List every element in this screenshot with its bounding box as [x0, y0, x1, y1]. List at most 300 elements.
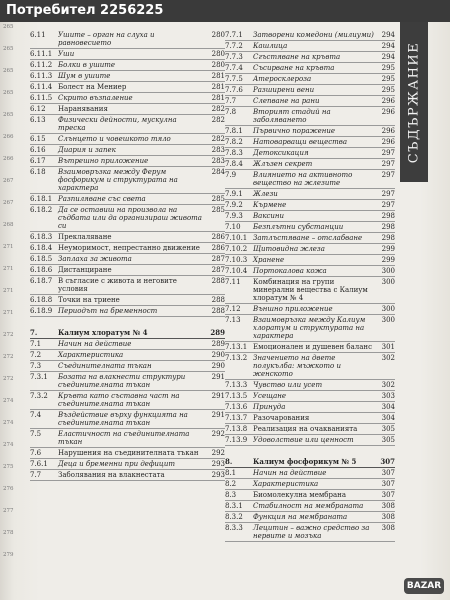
toc-title: Слънцето и човешкото тяло: [58, 135, 171, 143]
toc-page: 298: [381, 234, 395, 242]
toc-row: [30, 205, 225, 232]
toc-num: 7.8.1: [225, 127, 243, 135]
toc-num: 7.3.2: [30, 392, 48, 400]
toc-num: 7.3.1: [30, 373, 48, 381]
toc-title: Портокалова кожа: [253, 267, 327, 275]
toc-row: [30, 459, 225, 470]
toc-title: Чувство или усет: [253, 381, 323, 389]
toc-num: 7.7.5: [225, 75, 243, 83]
toc-row: [30, 71, 225, 82]
toc-num: 7.10: [225, 223, 241, 231]
toc-num: 8.3: [225, 491, 237, 499]
toc-page: 300: [381, 278, 395, 286]
toc-page: 282: [211, 135, 225, 143]
toc-num: 6.11: [30, 31, 46, 39]
bleed-number: 267: [3, 178, 14, 184]
toc-row: [30, 470, 225, 481]
bleed-number: 265: [3, 24, 14, 30]
bleed-number: 267: [3, 200, 14, 206]
toc-page: 295: [381, 64, 395, 72]
toc-title: Разширени вени: [253, 86, 315, 94]
toc-page: 288: [211, 277, 225, 285]
bleed-number: 272: [3, 354, 14, 360]
toc-page: 299: [381, 245, 395, 253]
toc-page: 291: [211, 392, 225, 400]
toc-page: 283: [211, 157, 225, 165]
toc-page: 305: [381, 436, 395, 444]
toc-title: Значението на двете полукълба: мъжкото и женското: [253, 354, 341, 378]
toc-row: [225, 304, 395, 315]
toc-page: 307: [380, 457, 395, 466]
toc-num: 7.9.3: [225, 212, 243, 220]
toc-title: Бозата на влакнести структури съединителната тъкан: [58, 373, 186, 389]
toc-row: [30, 410, 225, 429]
toc-row: [225, 200, 395, 211]
bleed-number: 272: [3, 376, 14, 382]
toc-page: 297: [381, 160, 395, 168]
toc-title: Дистанциране: [58, 266, 112, 274]
toc-row: [225, 468, 395, 479]
toc-page: 308: [381, 502, 395, 510]
toc-row: [30, 372, 225, 391]
toc-num: 8.: [225, 457, 233, 466]
toc-row: [30, 115, 225, 134]
toc-title: Принуда: [253, 403, 286, 411]
watermark-logo-text: BAZAR: [406, 581, 442, 591]
toc-page: 296: [381, 138, 395, 146]
bleed-number: 278: [3, 530, 14, 536]
toc-page: 290: [211, 351, 225, 359]
toc-row: [30, 448, 225, 459]
toc-row: [225, 413, 395, 424]
bleed-number: 266: [3, 134, 14, 140]
toc-page: 296: [381, 127, 395, 135]
toc-num: 6.12: [30, 105, 46, 113]
toc-num: 6.18.4: [30, 244, 53, 252]
toc-title: Взаимовръзка между Ферум фосфорикум и структурата на характера: [58, 168, 178, 192]
toc-num: 6.18.6: [30, 266, 53, 274]
toc-page: 300: [381, 316, 395, 324]
toc-num: 6.11.1: [30, 50, 53, 58]
toc-title: Затлъстяване – отслабване: [253, 234, 363, 242]
toc-page: 300: [381, 267, 395, 275]
toc-title: Кърмене: [253, 201, 287, 209]
toc-num: 7.10.4: [225, 267, 248, 275]
toc-num: 7.4: [30, 411, 42, 419]
toc-page: 282: [211, 116, 225, 124]
toc-page: 305: [381, 425, 395, 433]
toc-row: [225, 255, 395, 266]
toc-num: 6.11.2: [30, 61, 53, 69]
toc-title: Щитовидна жлеза: [253, 245, 325, 253]
toc-page: 291: [211, 373, 225, 381]
toc-row: [30, 350, 225, 361]
toc-title: Кашлица: [253, 42, 288, 50]
toc-title: Разпиляване със света: [58, 195, 146, 203]
toc-num: 7.: [30, 328, 38, 337]
bleed-number: 272: [3, 332, 14, 338]
toc-num: 7.2: [30, 351, 42, 359]
toc-num: 7.13.2: [225, 354, 248, 362]
toc-row: [30, 49, 225, 60]
toc-num: 6.18.8: [30, 296, 53, 304]
bleed-number: 277: [3, 508, 14, 514]
toc-num: 7.7.4: [225, 64, 243, 72]
toc-row: [225, 63, 395, 74]
toc-row: [225, 211, 395, 222]
toc-row: [30, 265, 225, 276]
toc-page: 281: [211, 83, 225, 91]
toc-title: Затворени комедони (милиуми): [253, 31, 374, 39]
toc-title: Разочарования: [253, 414, 310, 422]
toc-row: [30, 243, 225, 254]
toc-num: 7.13.6: [225, 403, 248, 411]
toc-row: [30, 93, 225, 104]
bleed-through-page-numbers: [0, 24, 22, 594]
toc-title: Реализация на очакванията: [253, 425, 358, 433]
toc-title: Неуморимост, непрестанно движение: [58, 244, 200, 252]
toc-row: [225, 74, 395, 85]
toc-num: 7.10.1: [225, 234, 248, 242]
bleed-number: 275: [3, 464, 14, 470]
toc-title: Характеристика: [253, 480, 319, 488]
toc-row: [225, 170, 395, 189]
toc-row: [225, 148, 395, 159]
toc-title: Ушите – орган на слуха и равновесието: [58, 31, 155, 47]
bleed-number: 274: [3, 420, 14, 426]
toc-title: Първично поражение: [253, 127, 335, 135]
toc-num: 7.7.1: [225, 31, 243, 39]
toc-num: 6.13: [30, 116, 46, 124]
toc-row: [225, 96, 395, 107]
toc-row: [225, 435, 395, 446]
toc-row: [30, 167, 225, 194]
toc-row: [30, 254, 225, 265]
toc-title: Кръвта като съставна част на съединителната тъкан: [58, 392, 180, 408]
toc-page: 302: [381, 381, 395, 389]
toc-title: Заболявания на влакнестата: [58, 471, 165, 479]
toc-title: Жлези: [253, 190, 278, 198]
toc-page: 294: [381, 53, 395, 61]
toc-num: 7.9.1: [225, 190, 243, 198]
bleed-number: 276: [3, 486, 14, 492]
toc-row: [225, 52, 395, 63]
bleed-number: 271: [3, 288, 14, 294]
toc-page: 302: [381, 354, 395, 362]
toc-row: [225, 30, 395, 41]
toc-page: 308: [381, 513, 395, 521]
toc-title: Характеристика: [58, 351, 124, 359]
toc-title: Жлъзен секрет: [253, 160, 313, 168]
toc-row: [225, 424, 395, 435]
toc-num: 7.7: [225, 97, 237, 105]
toc-row: [225, 266, 395, 277]
toc-page: 290: [211, 362, 225, 370]
bleed-number: 274: [3, 442, 14, 448]
toc-num: 7.11: [225, 278, 241, 286]
user-banner-text: Потребител 2256225: [6, 3, 164, 18]
toc-num: 7.8: [225, 108, 237, 116]
toc-row: [225, 41, 395, 52]
toc-title: Въздействие върху функцията на съединителната тъкан: [58, 411, 188, 427]
bleed-number: 265: [3, 68, 14, 74]
toc-row: [225, 402, 395, 413]
toc-num: 7.6: [30, 449, 42, 457]
toc-page: 289: [210, 328, 225, 337]
toc-row: [30, 306, 225, 317]
toc-num: 7.9.2: [225, 201, 243, 209]
toc-title: Скрито възпаление: [58, 94, 133, 102]
bleed-number: 271: [3, 266, 14, 272]
toc-page: 297: [381, 171, 395, 179]
toc-page: 286: [211, 244, 225, 252]
toc-title: Еластичност на съединителната тъкан: [58, 430, 190, 446]
toc-title: Болки в ушите: [58, 61, 116, 69]
toc-title: Вътрешно приложение: [58, 157, 149, 165]
toc-title: Външно приложение: [253, 305, 333, 313]
toc-page: 295: [381, 86, 395, 94]
toc-num: 8.3.1: [225, 502, 243, 510]
toc-num: 7.13.8: [225, 425, 248, 433]
toc-row: [225, 490, 395, 501]
toc-page: 296: [381, 108, 395, 116]
toc-num: 8.3.3: [225, 524, 243, 532]
toc-num: 7.1: [30, 340, 42, 348]
toc-page: 284: [211, 168, 225, 176]
toc-page: 300: [381, 305, 395, 313]
toc-num: 7.9: [225, 171, 237, 179]
toc-page: 304: [381, 403, 395, 411]
toc-page: 307: [381, 491, 395, 499]
toc-num: 7.13.1: [225, 343, 248, 351]
bleed-number: 279: [3, 552, 14, 558]
toc-row: [30, 104, 225, 115]
bleed-number: 265: [3, 90, 14, 96]
toc-row: [30, 156, 225, 167]
toc-title: Стабилност на мембраната: [253, 502, 364, 510]
toc-title: Взаимовръзка между Калиум хлоратум и структурата на характера: [253, 316, 366, 340]
toc-num: 6.18: [30, 168, 46, 176]
toc-num: 6.18.3: [30, 233, 53, 241]
toc-row: [225, 501, 395, 512]
toc-num: 7.13: [225, 316, 241, 324]
toc-page: 281: [211, 94, 225, 102]
toc-page: 287: [211, 266, 225, 274]
toc-row: [30, 276, 225, 295]
toc-title: Биомолекулна мембрана: [253, 491, 347, 499]
toc-num: 6.18.9: [30, 307, 53, 315]
toc-num: 6.16: [30, 146, 46, 154]
toc-num: 7.8.4: [225, 160, 243, 168]
toc-page: 296: [381, 97, 395, 105]
toc-page: 295: [381, 75, 395, 83]
toc-num: 7.13.3: [225, 381, 248, 389]
toc-page: 293: [211, 460, 225, 468]
toc-title: Лецитин – важно средство за нервите и мозъка: [253, 524, 370, 540]
toc-page: 292: [211, 430, 225, 438]
toc-title: Точки на триене: [58, 296, 120, 304]
toc-row: [30, 30, 225, 49]
toc-row: [225, 107, 395, 126]
toc-row: [30, 295, 225, 306]
toc-page: 298: [381, 223, 395, 231]
toc-title: Преклаляване: [58, 233, 112, 241]
toc-row: [30, 339, 225, 350]
section-tab-label: СЪДЪРЖАНИЕ: [406, 41, 422, 163]
toc-row: [30, 145, 225, 156]
toc-title: Калиум фосфорикум № 5: [253, 457, 357, 466]
toc-row: [30, 82, 225, 93]
toc-page: 280: [211, 61, 225, 69]
toc-page: 301: [381, 343, 395, 351]
toc-row: [225, 512, 395, 523]
toc-row: [225, 244, 395, 255]
toc-title: Нарушения на съединителната тъкан: [58, 449, 199, 457]
toc-page: 294: [381, 42, 395, 50]
toc-page: 291: [211, 411, 225, 419]
toc-num: 7.8.3: [225, 149, 243, 157]
toc-title: Деца и бременни при дефицит: [58, 460, 175, 468]
toc-title: Функция на мембраната: [253, 513, 348, 521]
user-banner: [0, 0, 450, 22]
toc-num: 7.13.7: [225, 414, 248, 422]
toc-row: [30, 232, 225, 243]
toc-num: 6.18.7: [30, 277, 53, 285]
toc-num: 7.7: [30, 471, 42, 479]
toc-page: 287: [211, 255, 225, 263]
toc-num: 8.1: [225, 469, 237, 477]
toc-row: [30, 194, 225, 205]
toc-title: Вторият стадий на заболяването: [253, 108, 331, 124]
toc-page: 303: [381, 392, 395, 400]
toc-row: [225, 342, 395, 353]
toc-title: Слепване на рани: [253, 97, 320, 105]
toc-page: 281: [211, 72, 225, 80]
bleed-number: 266: [3, 156, 14, 162]
toc-page: 288: [211, 296, 225, 304]
toc-num: 7.7.6: [225, 86, 243, 94]
toc-num: 7.13.5: [225, 392, 248, 400]
toc-num: 6.18.2: [30, 206, 53, 214]
toc-title: Безплътни субстанции: [253, 223, 344, 231]
toc-num: 7.12: [225, 305, 241, 313]
toc-row: [225, 380, 395, 391]
toc-num: 7.5: [30, 430, 42, 438]
toc-title: Калиум хлоратум № 4: [58, 328, 148, 337]
toc-chapter-row: [225, 454, 395, 468]
toc-num: 7.10.3: [225, 256, 248, 264]
toc-page: 283: [211, 146, 225, 154]
watermark-logo: [404, 578, 444, 594]
toc-page: 282: [211, 105, 225, 113]
toc-row: [225, 159, 395, 170]
toc-num: 7.7.3: [225, 53, 243, 61]
toc-title: Влиянието на активното вещество на жлезите: [253, 171, 353, 187]
toc-page: 299: [381, 256, 395, 264]
toc-row: [225, 233, 395, 244]
toc-num: 7.10.2: [225, 245, 248, 253]
toc-page: 280: [211, 31, 225, 39]
toc-num: 7.6.1: [30, 460, 48, 468]
toc-title: Наранявания: [58, 105, 108, 113]
toc-title: Физически дейности, мускулна треска: [58, 116, 177, 132]
toc-row: [30, 391, 225, 410]
toc-row: [225, 479, 395, 490]
toc-title: Усещане: [253, 392, 287, 400]
toc-num: 6.18.1: [30, 195, 53, 203]
toc-title: Комбинация на групи минерални вещества с Калиум хлоратум № 4: [253, 278, 368, 302]
toc-row: [30, 60, 225, 71]
toc-num: 6.15: [30, 135, 46, 143]
bleed-number: 271: [3, 244, 14, 250]
bleed-number: 265: [3, 112, 14, 118]
toc-title: Начин на действие: [58, 340, 132, 348]
bleed-number: 271: [3, 310, 14, 316]
toc-page: 307: [381, 469, 395, 477]
toc-num: 8.2: [225, 480, 237, 488]
section-tab: [400, 22, 428, 182]
toc-title: Съсирване на кръвта: [253, 64, 335, 72]
toc-title: Натоварващи вещества: [253, 138, 348, 146]
toc-page: 285: [211, 206, 225, 214]
toc-row: [225, 126, 395, 137]
toc-num: 7.8.2: [225, 138, 243, 146]
toc-row: [225, 277, 395, 304]
toc-row: [225, 315, 395, 342]
toc-page: 292: [211, 449, 225, 457]
toc-title: Заплаха за живота: [58, 255, 132, 263]
toc-page: 293: [211, 471, 225, 479]
toc-title: Шум в ушите: [58, 72, 111, 80]
toc-title: Уши: [58, 50, 75, 58]
toc-row: [225, 85, 395, 96]
toc-chapter-row: [30, 325, 225, 339]
toc-page: 307: [381, 480, 395, 488]
toc-title: Начин на действие: [253, 469, 327, 477]
toc-title: Атеросклероза: [253, 75, 312, 83]
toc-num: 7.13.9: [225, 436, 248, 444]
bleed-number: 265: [3, 46, 14, 52]
toc-num: 7.7.2: [225, 42, 243, 50]
toc-title: Да се оставиш на произвола на съдбата или да организираш живота си: [58, 206, 202, 230]
toc-title: Ваксини: [253, 212, 285, 220]
toc-page: 308: [381, 524, 395, 532]
toc-title: Удоволствие или ценност: [253, 436, 354, 444]
toc-right-column: [225, 30, 395, 542]
toc-num: 6.11.3: [30, 72, 53, 80]
toc-title: Сгъстяване на кръвта: [253, 53, 341, 61]
toc-num: 6.11.4: [30, 83, 53, 91]
toc-title: Периодът на бременност: [58, 307, 158, 315]
toc-page: 285: [211, 195, 225, 203]
toc-title: Емоционален и душевен баланс: [253, 343, 373, 351]
toc-title: Хранене: [253, 256, 285, 264]
toc-row: [225, 353, 395, 380]
toc-left-column: [30, 30, 225, 481]
toc-title: Болест на Мениер: [58, 83, 127, 91]
toc-num: 6.18.5: [30, 255, 53, 263]
toc-row: [30, 429, 225, 448]
toc-title: Съединителната тъкан: [58, 362, 152, 370]
toc-page: 280: [211, 50, 225, 58]
toc-row: [225, 523, 395, 542]
toc-title: Диария и запек: [58, 146, 116, 154]
toc-row: [225, 391, 395, 402]
toc-page: 298: [381, 212, 395, 220]
toc-row: [225, 137, 395, 148]
toc-num: 8.3.2: [225, 513, 243, 521]
toc-row: [225, 189, 395, 200]
